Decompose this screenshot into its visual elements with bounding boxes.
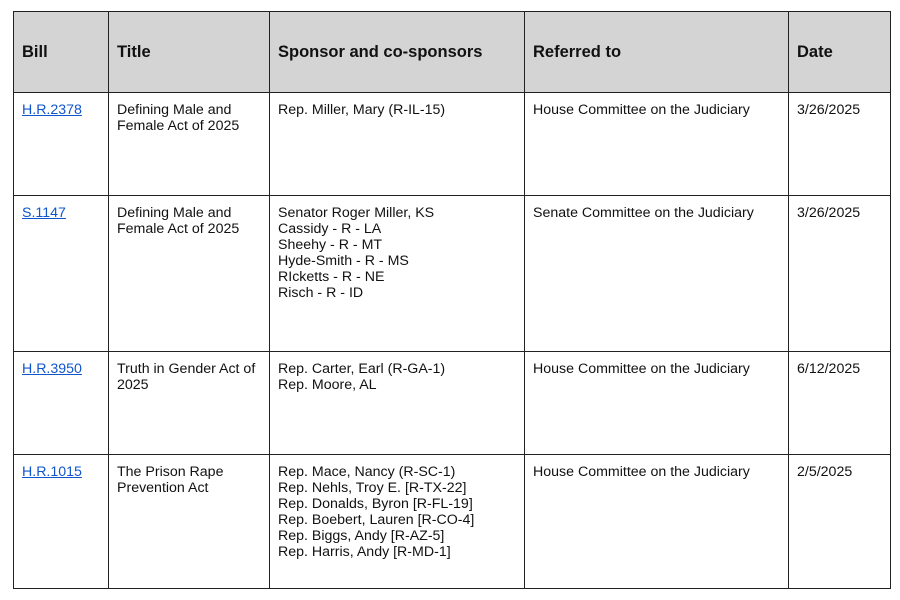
referred-cell: House Committee on the Judiciary (525, 93, 789, 196)
date-cell: 6/12/2025 (789, 352, 891, 455)
bill-cell (14, 455, 109, 589)
header-title: Title (109, 12, 270, 93)
referred-cell: Senate Committee on the Judiciary (525, 196, 789, 352)
sponsor-line: Rep. Nehls, Troy E. [R-TX-22] (278, 480, 467, 496)
bills-table (13, 11, 891, 589)
sponsors-cell (270, 196, 525, 352)
sponsor-line: Rep. Moore, AL (278, 377, 377, 393)
bill-cell (14, 196, 109, 352)
sponsors-cell (270, 352, 525, 455)
header-date: Date (789, 12, 891, 93)
bill-link[interactable]: S.1147 (22, 205, 66, 221)
table-row (14, 352, 891, 455)
header-bill: Bill (14, 12, 109, 93)
sponsor-line: Sheehy - R - MT (278, 237, 383, 253)
sponsor-line: Cassidy - R - LA (278, 221, 382, 237)
title-cell: Truth in Gender Act of 2025 (109, 352, 270, 455)
bill-link[interactable]: H.R.3950 (22, 361, 82, 377)
sponsor-line: Hyde-Smith - R - MS (278, 253, 409, 269)
header-referred: Referred to (525, 12, 789, 93)
title-cell: Defining Male and Female Act of 2025 (109, 93, 270, 196)
table-row (14, 455, 891, 589)
title-cell: Defining Male and Female Act of 2025 (109, 196, 270, 352)
sponsors-cell (270, 93, 525, 196)
referred-cell: House Committee on the Judiciary (525, 455, 789, 589)
header-sponsors: Sponsor and co-sponsors (270, 12, 525, 93)
title-cell: The Prison Rape Prevention Act (109, 455, 270, 589)
bill-link[interactable]: H.R.2378 (22, 102, 82, 118)
sponsors-cell (270, 455, 525, 589)
sponsor-line: RIcketts - R - NE (278, 269, 385, 285)
sponsor-line: Rep. Carter, Earl (R-GA-1) (278, 361, 446, 377)
bill-link[interactable]: H.R.1015 (22, 464, 82, 480)
referred-cell: House Committee on the Judiciary (525, 352, 789, 455)
bill-cell (14, 93, 109, 196)
table-row (14, 196, 891, 352)
sponsor-line: Rep. Mace, Nancy (R-SC-1) (278, 464, 456, 480)
table-row (14, 93, 891, 196)
sponsor-line: Rep. Harris, Andy [R-MD-1] (278, 544, 451, 560)
sponsor-line: Rep. Biggs, Andy [R-AZ-5] (278, 528, 445, 544)
sponsor-line: Rep. Boebert, Lauren [R-CO-4] (278, 512, 475, 528)
header-row (14, 12, 891, 93)
sponsor-line: Rep. Miller, Mary (R-IL-15) (278, 102, 446, 118)
sponsor-line: Rep. Donalds, Byron [R-FL-19] (278, 496, 473, 512)
date-cell: 2/5/2025 (789, 455, 891, 589)
sponsor-line: Risch - R - ID (278, 285, 364, 301)
date-cell: 3/26/2025 (789, 93, 891, 196)
sponsor-line: Senator Roger Miller, KS (278, 205, 435, 221)
date-cell: 3/26/2025 (789, 196, 891, 352)
bill-cell (14, 352, 109, 455)
